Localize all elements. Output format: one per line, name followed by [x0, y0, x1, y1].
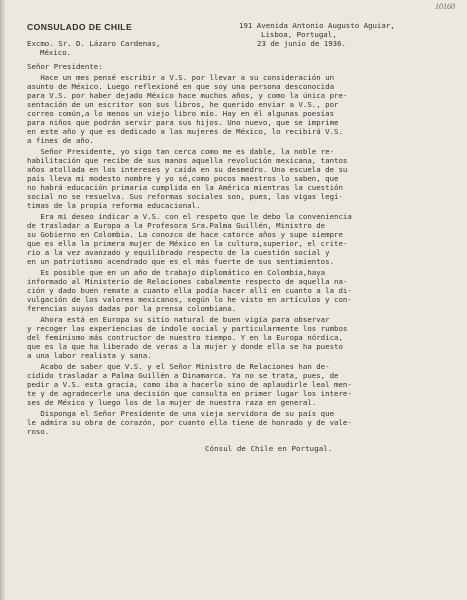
body-line: roso. — [27, 427, 50, 436]
body-line: su Gobierno en Colombia. La conozco de hace catorce años y supe siempre — [27, 230, 343, 239]
body-line: Acabo de saber que V.S. y el Señor Ministro de Relaciones han de- — [27, 362, 330, 371]
body-line: país lleva mi modesto nombre y yo sé,como pocos maestros lo saben, que — [27, 174, 339, 183]
body-line: te y de agradecerle una decisión que consulta en primer lugar los intere- — [27, 389, 352, 398]
body-line: sentación de un escritor son sus libros, he querido enviar a V.S., por — [27, 100, 339, 109]
signature-line: Cónsul de Chile en Portugal. — [205, 444, 333, 453]
body-line: ción y dado buen remate a cuanto ella podía hacer allí en cuanto a la di- — [27, 286, 352, 295]
body-line: Es posible que en un año de trabajo diplomático en Colombia,haya — [27, 268, 326, 277]
body-line: correo común,a lo menos un viejo libro mío. Hay en él algunas poesías — [27, 109, 335, 118]
body-line: a una labor realista y sana. — [27, 351, 152, 360]
body-line: en este año y que es dedicado a las mujeres de México, lo recibirá V.S. — [27, 127, 343, 136]
body-line: a fines de año. — [27, 136, 94, 145]
body-line: que es ella la primera mujer de México en la cultura,superior, el crite- — [27, 239, 348, 248]
body-line: vulgación de los valores mexicanos, según lo he visto en artículos y con- — [27, 295, 352, 304]
recipient-line-2: México. — [40, 48, 72, 57]
body-line: no habrá educación primaria cumplida en la América mientras la cuestión — [27, 183, 343, 192]
body-line: de trasladar a Europa a la Profesora Sra.Palma Guillén, Ministro de — [27, 221, 326, 230]
body-line: pedir a V.S. esta gracia, como iba a hacerlo sino de aplaudirle leal men- — [27, 380, 352, 389]
body-line: habilitación que recibe de sus manos aquella revolución mexicana, tantos — [27, 156, 348, 165]
page-edge-shadow — [0, 0, 6, 600]
body-line: para V.S. por haber dejado México hace muchos años, y como la única pre- — [27, 91, 348, 100]
date-line: 23 de junio de 1936. — [257, 39, 346, 48]
body-line: timas de la propia reforma educacional. — [27, 201, 201, 210]
body-line: Señor Presidente, yo sigo tan cerca como me es dable, la noble re- — [27, 147, 335, 156]
body-line: años atollada en los intereses y caída en su desmedro. Una escuela de su — [27, 165, 348, 174]
body-line: cidido trasladar a Palma Guillén a Dinamarca. Ya no se trata, pues, de — [27, 371, 339, 380]
body-line: del feminismo más contructor de nuestro tiempo. Y en la Europa nórdica, — [27, 333, 343, 342]
body-line: rio a la vez avanzado y equilibrado respecto de la cuestión social y — [27, 248, 330, 257]
body-line: Era mi deseo indicar a V.S. con el respeto que le debo la conveniencia — [27, 212, 352, 221]
address-line-1: 191 Avenida Antonio Augusto Aguiar, — [239, 21, 395, 30]
body-line: social no se resuelva. Sus reformas sociales son, pues, las vigas legí- — [27, 192, 343, 201]
body-line: ferencias suyas dadas por la prensa colombiana. — [27, 304, 237, 313]
archive-number: 10160 — [435, 2, 455, 11]
address-line-2: Lisboa, Portugal, — [261, 30, 337, 39]
body-line: Disponga el Señor Presidente de una vieja servidora de su país que — [27, 409, 335, 418]
body-line: en un patriotismo acendrado que es el más fuerte de sus sentimientos. — [27, 257, 335, 266]
body-line: para niños que podrán servir para sus hijos. Uno nuevo, que se imprime — [27, 118, 339, 127]
body-line: que es la que ha liberado de veras a la mujer y donde ella se ha puesto — [27, 342, 343, 351]
body-line: ses de México y luego los de la mujer de nuestra raza en general. — [27, 398, 317, 407]
recipient-line-1: Excmo. Sr. D. Lázaro Cardenas, — [27, 39, 161, 48]
body-line: informado al Ministerio de Relaciones cabalmente respecto de aquella na- — [27, 277, 348, 286]
salutation: Señor Presidente: — [27, 62, 103, 71]
body-line: le admira su obra de corazón, por cuanto ella tiene de honrado y de vale- — [27, 418, 352, 427]
body-line: Ahora está en Europa su sitio natural de buen vigía para observar — [27, 315, 330, 324]
body-line: y recoger las experiencias de índole social y particularmente los rumbos — [27, 324, 348, 333]
letterhead: CONSULADO DE CHILE — [27, 22, 133, 32]
body-line: Hace un mes pensé escribir a V.S. por llevar a su consideración un — [27, 73, 335, 82]
body-line: asunto de México. Luego reflexioné en que soy una persona desconocida — [27, 82, 335, 91]
